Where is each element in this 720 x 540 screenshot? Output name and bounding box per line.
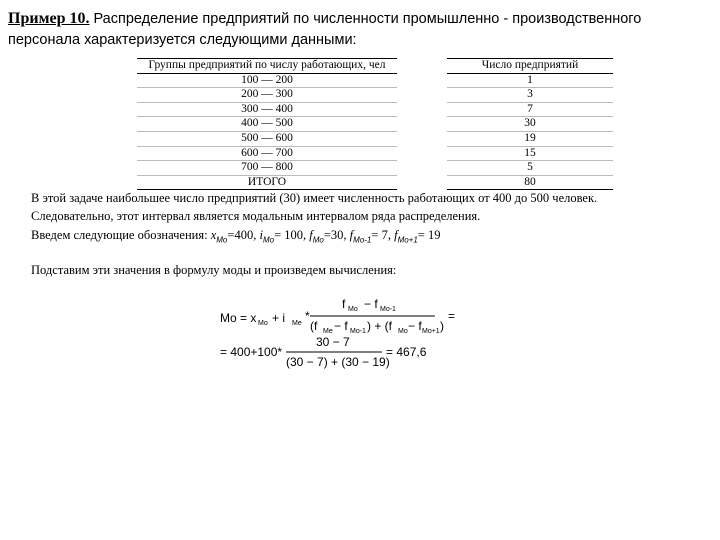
table-cell-group: 100 — 200 <box>137 73 397 88</box>
table-cell-group: 700 — 800 <box>137 161 397 176</box>
table-row <box>137 146 613 161</box>
formula-lhs: Mo = x <box>220 311 257 325</box>
formula-line2-result: = 467,6 <box>386 345 427 359</box>
formula-den-open: (f <box>310 319 318 333</box>
formula-den-sub4: Mo+1 <box>422 328 440 335</box>
notation-i-value: = 100, <box>274 228 307 242</box>
table-total-row <box>137 175 613 190</box>
formula-plus-i: + i <box>272 311 286 325</box>
column-header-groups: Группы предприятий по числу работающих, чел <box>137 59 397 74</box>
notation-i-symbol: i <box>259 228 263 242</box>
notation-x-sub: Mo <box>216 235 228 245</box>
formula-line2-numerator: 30 − 7 <box>316 335 350 349</box>
table-cell-count: 1 <box>447 73 613 88</box>
formula-den-close: ) <box>440 319 444 333</box>
table-cell-group: 200 — 300 <box>137 88 397 103</box>
table-header-row <box>137 59 613 74</box>
table-cell-count: 19 <box>447 131 613 146</box>
formula-den-minus1: − f <box>334 319 348 333</box>
table-cell-group: 500 — 600 <box>137 131 397 146</box>
table-cell-count: 30 <box>447 117 613 132</box>
table-row <box>137 73 613 88</box>
paragraph-modal-count: В этой задаче наибольшее число предприятий (30) имеет численность работающих от 400 до 500 человек. <box>31 191 598 205</box>
table-row <box>137 88 613 103</box>
formula-line2-denominator: (30 − 7) + (30 − 19) <box>286 355 390 369</box>
notation-f-next-sub: Mo+1 <box>397 235 418 245</box>
notation-lead: Введем следующие обозначения: <box>31 228 208 242</box>
formula-num-minus-f: − f <box>364 297 378 311</box>
table-cell-group: 400 — 500 <box>137 117 397 132</box>
mode-formula <box>210 292 490 378</box>
notation-f-mo-symbol: f <box>309 228 313 242</box>
notation-f-mo-value: =30, <box>323 228 347 242</box>
notation-f-prev-value: = 7, <box>371 228 391 242</box>
table-row <box>137 117 613 132</box>
notation-x-value: =400, <box>227 228 257 242</box>
formula-den-sub3: Mo <box>398 328 408 335</box>
formula-num-f-sub: Mo <box>348 306 358 313</box>
formula-den-sub2: Mo-1 <box>350 328 366 335</box>
example-heading <box>8 8 708 51</box>
table-row <box>137 161 613 176</box>
table-cell-total: 80 <box>447 175 613 190</box>
formula-den-plus: ) + (f <box>367 319 393 333</box>
paragraph-modal-interval: Следовательно, этот интервал является модальным интервалом ряда распределения. <box>31 209 481 223</box>
example-description: Распределение предприятий по численности промышленно - производственного персонала характеризуется следующими данными: <box>8 11 642 48</box>
formula-line2-lead: = 400+100* <box>220 345 283 359</box>
notation-x-symbol: x <box>210 228 217 242</box>
table-row <box>137 131 613 146</box>
formula-lhs-sub: Mo <box>258 320 268 327</box>
column-header-count: Число предприятий <box>447 59 613 74</box>
notation-f-prev-symbol: f <box>349 228 354 242</box>
formula-i-sub: Me <box>292 320 302 327</box>
table-cell-group: 300 — 400 <box>137 102 397 117</box>
formula-num-f: f <box>342 297 346 311</box>
example-label: Пример 10. <box>8 10 90 27</box>
table-cell-total-label: ИТОГО <box>137 175 397 190</box>
table-row <box>137 102 613 117</box>
frequency-table <box>137 58 613 190</box>
notation-f-prev-sub: Mo-1 <box>353 235 372 245</box>
formula-den-minus2: − f <box>408 319 422 333</box>
formula-num-f2-sub: Mo-1 <box>380 306 396 313</box>
notation-f-mo-sub: Mo <box>312 235 324 245</box>
table-cell-count: 15 <box>447 146 613 161</box>
paragraph-substitute: Подставим эти значения в формулу моды и произведем вычисления: <box>31 263 397 277</box>
table-cell-count: 7 <box>447 102 613 117</box>
table-cell-count: 3 <box>447 88 613 103</box>
formula-times: * <box>305 309 310 323</box>
table-cell-count: 5 <box>447 161 613 176</box>
paragraph-notation <box>31 226 440 250</box>
notation-f-next-value: = 19 <box>417 228 441 242</box>
notation-f-next-symbol: f <box>394 228 398 242</box>
formula-equals: = <box>448 309 456 323</box>
formula-den-sub1: Me <box>323 328 333 335</box>
table-cell-group: 600 — 700 <box>137 146 397 161</box>
notation-i-sub: Mo <box>262 235 275 245</box>
